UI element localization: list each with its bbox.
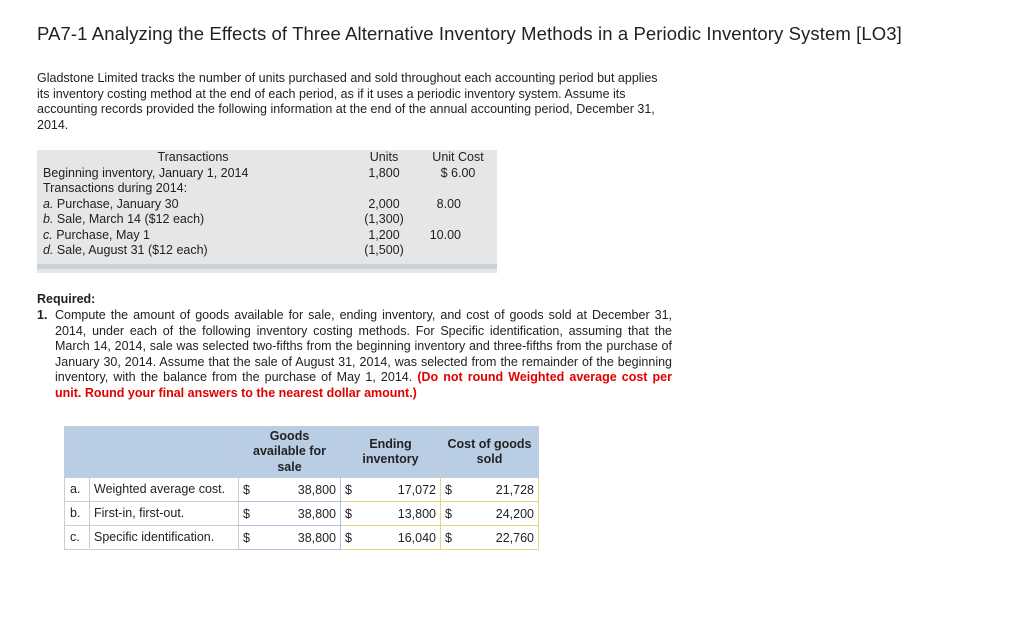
method-name: Weighted average cost.	[94, 481, 226, 496]
row-letter: a.	[43, 196, 54, 211]
cogs-header-line: sold	[476, 452, 503, 466]
answer-table	[64, 426, 539, 550]
row-text: Purchase, January 30	[56, 196, 179, 211]
currency-symbol: $	[345, 530, 352, 545]
cogs-input[interactable]	[441, 478, 539, 502]
method-label	[65, 526, 239, 550]
transactions-header-row	[37, 150, 497, 166]
currency-symbol: $	[243, 506, 250, 521]
currency-symbol: $	[345, 482, 352, 497]
row-cost: $ 6.00	[440, 165, 476, 180]
row-units: 1,200	[368, 227, 400, 242]
required-text	[55, 308, 672, 402]
table-row	[37, 212, 497, 228]
transactions-header: Transactions	[157, 150, 229, 164]
goods-available-input[interactable]	[239, 526, 341, 550]
method-label	[65, 502, 239, 526]
row-cost	[419, 212, 497, 228]
table-row	[65, 478, 539, 502]
transactions-table	[37, 150, 497, 273]
table-row	[37, 197, 497, 213]
cogs-value: 22,760	[495, 530, 534, 545]
ending-inventory-value: 16,040	[397, 530, 436, 545]
row-letter: c.	[70, 529, 80, 544]
answer-header-row	[65, 427, 539, 478]
required-instructions: Compute the amount of goods available for sale, ending inventory, and cost of goods sold at December 31, 2014, under each of the following inventory costing methods. For Specific identification, assuming that the March 14, 2014, sale was selected two-fifths from the beginning inventory and three-fifths from the purchase of January 30, 2014. Assume that the sale of August 31, 2014, was selected from the remainder of the beginning inventory, with the balance from the purchase of May 1, 2014.	[55, 308, 672, 385]
row-letter: c.	[43, 227, 53, 242]
row-letter: b.	[43, 212, 54, 226]
unit-cost-header: Unit Cost	[432, 150, 484, 164]
row-units: (1,300)	[364, 212, 404, 226]
table-bottom-rule	[37, 264, 497, 269]
table-row	[37, 166, 497, 182]
table-row	[37, 181, 497, 197]
row-cost: 10.00	[429, 227, 461, 242]
table-row	[65, 502, 539, 526]
goods-available-input[interactable]	[239, 478, 341, 502]
cell-divider	[89, 524, 90, 548]
goods-header-line: sale	[277, 459, 302, 474]
goods-available-value: 38,800	[297, 506, 336, 521]
row-cost: 8.00	[436, 196, 461, 211]
row-units: (1,500)	[364, 243, 404, 257]
cogs-header-line: Cost of goods	[447, 436, 532, 451]
row-label	[37, 243, 349, 259]
row-label: Beginning inventory, January 1, 2014	[43, 165, 249, 180]
row-text: Purchase, May 1	[56, 227, 151, 242]
row-cost	[419, 243, 497, 259]
row-text: Sale, August 31 ($12 each)	[56, 243, 208, 257]
cogs-value: 24,200	[495, 506, 534, 521]
units-header: Units	[369, 150, 399, 164]
goods-available-value: 38,800	[297, 530, 336, 545]
row-letter: a.	[70, 481, 81, 496]
ending-inventory-value: 13,800	[397, 506, 436, 521]
ending-header-line: inventory	[362, 452, 419, 466]
ending-header-line: Ending	[369, 436, 412, 451]
row-letter: d.	[43, 243, 54, 257]
row-label	[37, 212, 349, 228]
row-text: Sale, March 14 ($12 each)	[56, 212, 205, 226]
required-heading: Required:	[37, 292, 96, 306]
intro-paragraph: Gladstone Limited tracks the number of units purchased and sold throughout each accounting period but applies its inventory costing method at the end of each period, as if it uses a periodic inventory system. Assume its accounting records provided the following information at the end of the annual accounting period, December 31, 2014.	[37, 71, 658, 132]
row-label	[37, 197, 349, 213]
row-label	[37, 228, 349, 244]
ending-inventory-value: 17,072	[397, 482, 436, 497]
row-cost	[419, 181, 497, 197]
goods-available-value: 38,800	[297, 482, 336, 497]
currency-symbol: $	[243, 530, 250, 545]
goods-header-line: Goods	[269, 428, 310, 443]
method-name: First-in, first-out.	[94, 505, 185, 520]
ending-inventory-input[interactable]	[341, 526, 441, 550]
row-units: 2,000	[368, 196, 400, 211]
table-row	[37, 243, 497, 259]
row-label: Transactions during 2014:	[43, 181, 188, 195]
page-title: PA7-1 Analyzing the Effects of Three Alternative Inventory Methods in a Periodic Inventory System [LO3]	[37, 23, 902, 44]
method-label	[65, 478, 239, 502]
currency-symbol: $	[445, 482, 452, 497]
cogs-header	[441, 427, 539, 478]
goods-header-line: available for	[253, 444, 326, 459]
table-row	[37, 228, 497, 244]
rounding-instruction: (Do not round Weighted average cost per unit. Round your final answers to the nearest dollar amount.)	[55, 370, 673, 400]
answer-header-blank	[65, 427, 239, 478]
row-letter: b.	[70, 505, 81, 520]
cell-divider	[89, 476, 90, 500]
row-units	[349, 181, 419, 197]
row-units: 1,800	[368, 165, 400, 180]
method-name: Specific identification.	[94, 529, 215, 544]
cell-divider	[89, 500, 90, 524]
ending-inventory-input[interactable]	[341, 478, 441, 502]
ending-inventory-input[interactable]	[341, 502, 441, 526]
required-number: 1.	[37, 308, 48, 322]
ending-inventory-header	[341, 427, 441, 478]
goods-available-header	[239, 427, 341, 478]
table-row	[65, 526, 539, 550]
goods-available-input[interactable]	[239, 502, 341, 526]
currency-symbol: $	[345, 506, 352, 521]
currency-symbol: $	[445, 530, 452, 545]
cogs-value: 21,728	[495, 482, 534, 497]
currency-symbol: $	[445, 506, 452, 521]
cogs-input[interactable]	[441, 526, 539, 550]
cogs-input[interactable]	[441, 502, 539, 526]
currency-symbol: $	[243, 482, 250, 497]
